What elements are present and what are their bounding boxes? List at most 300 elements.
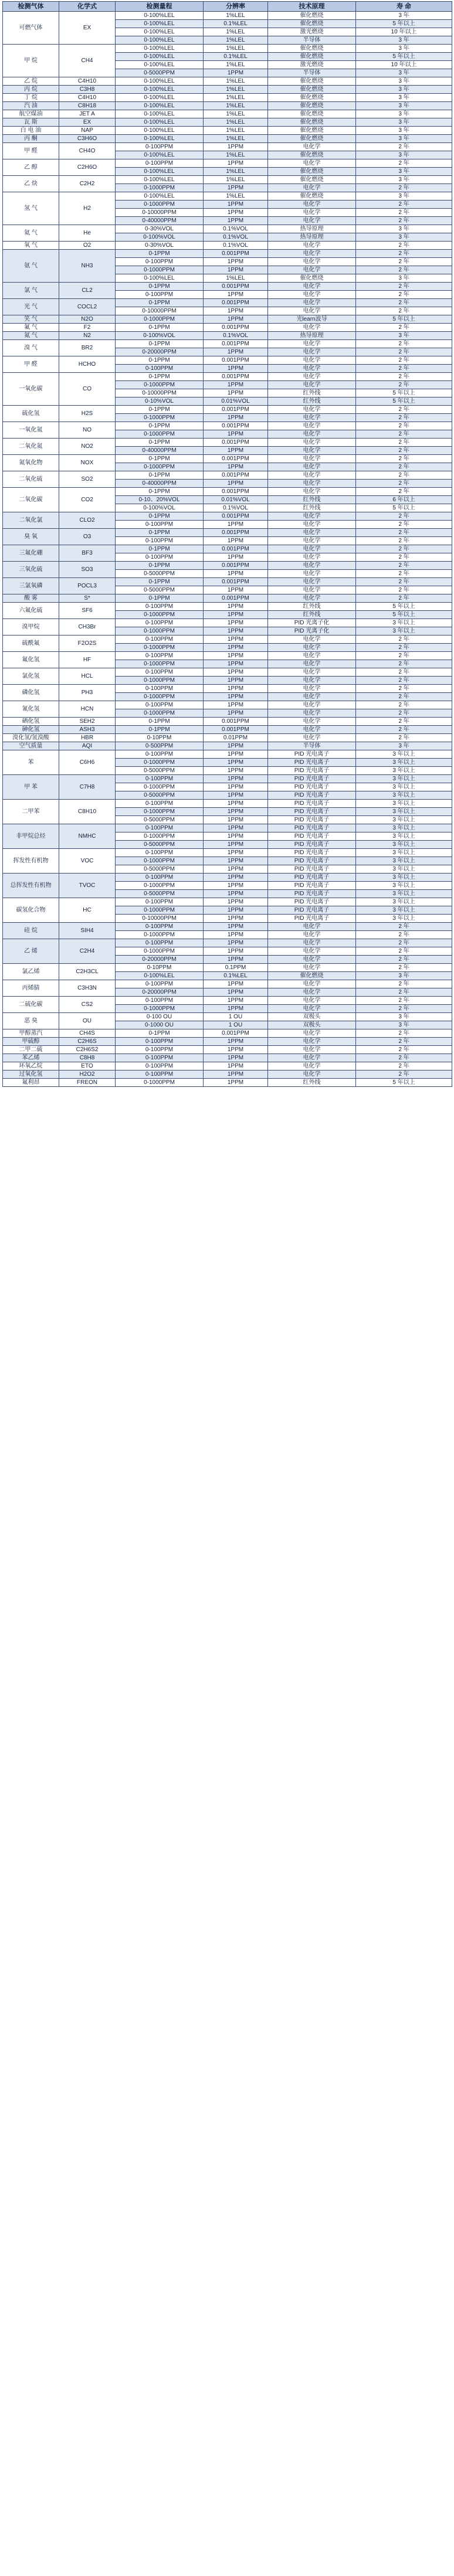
table-body (3, 12, 452, 1087)
cell-resolution: 1PPM (204, 980, 268, 988)
cell-resolution: 1%LEL (204, 135, 268, 143)
cell-lifetime: 2 年 (356, 521, 452, 529)
cell-lifetime: 2 年 (356, 373, 452, 381)
cell-resolution: 1PPM (204, 742, 268, 750)
cell-lifetime: 3 年以上 (356, 857, 452, 865)
cell-formula: NO2 (59, 439, 116, 455)
cell-range: 0-100%VOL (116, 233, 204, 242)
cell-gas: 二氧化碳 (3, 488, 59, 512)
cell-range: 0-10000PPM (116, 307, 204, 315)
cell-range: 0-1000PPM (116, 759, 204, 767)
table-row (3, 143, 452, 151)
cell-technology: 电化学 (268, 250, 356, 258)
cell-formula: HF (59, 652, 116, 668)
cell-lifetime: 2 年 (356, 578, 452, 586)
cell-formula: O3 (59, 529, 116, 545)
cell-lifetime: 3 年 (356, 118, 452, 127)
header-resolution: 分辨率 (204, 2, 268, 12)
cell-technology: 电化学 (268, 668, 356, 677)
cell-formula: C8H18 (59, 102, 116, 110)
cell-resolution: 1PPM (204, 1062, 268, 1070)
cell-technology: 电化学 (268, 381, 356, 389)
cell-technology: 红外线 (268, 504, 356, 512)
cell-lifetime: 5 年以上 (356, 53, 452, 61)
cell-lifetime: 2 年 (356, 537, 452, 545)
table-row (3, 562, 452, 570)
cell-lifetime: 3 年以上 (356, 874, 452, 882)
cell-range: 0-40000PPM (116, 480, 204, 488)
cell-lifetime: 3 年以上 (356, 906, 452, 915)
cell-resolution: 1PPM (204, 1005, 268, 1013)
cell-lifetime: 2 年 (356, 291, 452, 299)
cell-technology: 电化学 (268, 283, 356, 291)
cell-lifetime: 3 年以上 (356, 775, 452, 783)
cell-lifetime: 3 年 (356, 1013, 452, 1021)
cell-gas: 甲 烷 (3, 45, 59, 77)
cell-gas: 硫酰氟 (3, 635, 59, 652)
cell-resolution: 1%LEL (204, 274, 268, 283)
cell-technology: 电化学 (268, 521, 356, 529)
cell-formula: NAP (59, 127, 116, 135)
cell-resolution: 1PPM (204, 988, 268, 997)
cell-lifetime: 2 年 (356, 660, 452, 668)
cell-technology: 电化学 (268, 471, 356, 480)
cell-resolution: 1PPM (204, 537, 268, 545)
cell-technology: 电化学 (268, 594, 356, 603)
cell-formula: VOC (59, 849, 116, 874)
cell-resolution: 1PPM (204, 258, 268, 266)
cell-gas: 汽 油 (3, 102, 59, 110)
cell-technology: 电化学 (268, 159, 356, 168)
cell-resolution: 1PPM (204, 677, 268, 685)
cell-resolution: 1%LEL (204, 168, 268, 176)
table-row (3, 964, 452, 972)
cell-lifetime: 3 年 (356, 77, 452, 86)
cell-formula: C2H2 (59, 176, 116, 192)
cell-technology: 电化学 (268, 562, 356, 570)
cell-gas: 三氯氧磷 (3, 578, 59, 594)
cell-technology: PID 光电离子 (268, 882, 356, 890)
cell-technology: 电化学 (268, 997, 356, 1005)
cell-resolution: 1PPM (204, 553, 268, 562)
cell-gas: 过氧化氢 (3, 1070, 59, 1079)
cell-formula: H2O2 (59, 1070, 116, 1079)
cell-range: 0-40000PPM (116, 447, 204, 455)
cell-technology: 热导原理 (268, 225, 356, 233)
cell-range: 0-1PPM (116, 578, 204, 586)
cell-lifetime: 2 年 (356, 586, 452, 594)
cell-lifetime: 2 年 (356, 266, 452, 274)
cell-technology: 电化学 (268, 988, 356, 997)
cell-lifetime: 3 年 (356, 45, 452, 53)
table-row (3, 118, 452, 127)
cell-range: 0-100PPM (116, 824, 204, 832)
cell-range: 0-100%LEL (116, 102, 204, 110)
cell-technology: 电化学 (268, 299, 356, 307)
cell-resolution: 1PPM (204, 956, 268, 964)
cell-lifetime: 3 年以上 (356, 915, 452, 923)
table-row (3, 110, 452, 118)
header-gas: 检测气体 (3, 2, 59, 12)
cell-technology: 电化学 (268, 455, 356, 463)
cell-lifetime: 2 年 (356, 324, 452, 332)
cell-resolution: 1PPM (204, 923, 268, 931)
cell-lifetime: 3 年以上 (356, 898, 452, 906)
cell-lifetime: 2 年 (356, 471, 452, 480)
cell-resolution: 1PPM (204, 365, 268, 373)
cell-resolution: 1PPM (204, 816, 268, 824)
cell-resolution: 1PPM (204, 266, 268, 274)
cell-lifetime: 10 年以上 (356, 61, 452, 69)
cell-technology: 电化学 (268, 931, 356, 939)
cell-lifetime: 2 年 (356, 1062, 452, 1070)
cell-lifetime: 2 年 (356, 1038, 452, 1046)
cell-technology: PID 光电离子 (268, 800, 356, 808)
cell-resolution: 1%LEL (204, 176, 268, 184)
table-row (3, 824, 452, 832)
table-row (3, 750, 452, 759)
cell-gas: 氮氧化物 (3, 455, 59, 471)
cell-resolution: 0.001PPM (204, 562, 268, 570)
cell-gas: 丙烯腈 (3, 980, 59, 997)
cell-resolution: 0.01%VOL (204, 397, 268, 406)
cell-range: 0-100PPM (116, 939, 204, 947)
cell-resolution: 1%LEL (204, 192, 268, 200)
cell-gas: 硅 烷 (3, 923, 59, 939)
cell-lifetime: 10 年以上 (356, 28, 452, 36)
cell-gas: 溴化氢/氢溴酸 (3, 734, 59, 742)
table-row (3, 242, 452, 250)
cell-resolution: 0.1%LEL (204, 972, 268, 980)
cell-technology: 电化学 (268, 340, 356, 348)
cell-lifetime: 5 年以上 (356, 504, 452, 512)
cell-formula: CS2 (59, 997, 116, 1013)
cell-lifetime: 2 年 (356, 635, 452, 644)
cell-technology: 红外线 (268, 397, 356, 406)
cell-resolution: 0.001PPM (204, 299, 268, 307)
table-row (3, 283, 452, 291)
cell-lifetime: 2 年 (356, 1005, 452, 1013)
cell-resolution: 1%LEL (204, 102, 268, 110)
cell-range: 0-100PPM (116, 159, 204, 168)
cell-lifetime: 3 年以上 (356, 824, 452, 832)
cell-resolution: 0.01%VOL (204, 496, 268, 504)
cell-formula: C3H8 (59, 86, 116, 94)
cell-range: 0-1000PPM (116, 783, 204, 791)
cell-technology: 催化燃烧 (268, 135, 356, 143)
table-row (3, 176, 452, 184)
cell-technology: PID 光电离子 (268, 759, 356, 767)
table-row (3, 512, 452, 521)
cell-formula: ETO (59, 1062, 116, 1070)
table-row (3, 685, 452, 693)
cell-range: 0-100%VOL (116, 504, 204, 512)
cell-technology: 催化燃烧 (268, 118, 356, 127)
cell-lifetime: 2 年 (356, 980, 452, 988)
table-row (3, 1046, 452, 1054)
cell-lifetime: 3 年 (356, 110, 452, 118)
cell-technology: 电化学 (268, 701, 356, 709)
cell-technology: PID 光离子化 (268, 619, 356, 627)
cell-resolution: 1PPM (204, 890, 268, 898)
table-row (3, 668, 452, 677)
table-row (3, 471, 452, 480)
cell-technology: 电化学 (268, 553, 356, 562)
cell-range: 0-5000PPM (116, 816, 204, 824)
cell-resolution: 1PPM (204, 619, 268, 627)
cell-technology: 电化学 (268, 365, 356, 373)
cell-technology: PID 光电离子 (268, 898, 356, 906)
cell-lifetime: 3 年以上 (356, 800, 452, 808)
cell-technology: 电化学 (268, 947, 356, 956)
cell-gas: 环氧乙烷 (3, 1062, 59, 1070)
cell-range: 0-1000PPM (116, 266, 204, 274)
cell-lifetime: 2 年 (356, 685, 452, 693)
gas-detection-spec-sheet (0, 1, 454, 1087)
cell-lifetime: 2 年 (356, 529, 452, 537)
cell-lifetime: 5 年以上 (356, 315, 452, 324)
table-row (3, 135, 452, 143)
cell-gas: 氮 气 (3, 332, 59, 340)
cell-resolution: 1%LEL (204, 94, 268, 102)
cell-resolution: 1PPM (204, 611, 268, 619)
gas-spec-table (2, 1, 452, 1087)
cell-technology: 电化学 (268, 439, 356, 447)
cell-resolution: 1PPM (204, 1046, 268, 1054)
cell-resolution: 1PPM (204, 882, 268, 890)
cell-technology: PID 光离子化 (268, 627, 356, 635)
cell-gas: 甲 苯 (3, 775, 59, 800)
cell-range: 0-100%LEL (116, 45, 204, 53)
cell-range: 0-100PPM (116, 1054, 204, 1062)
cell-lifetime: 2 年 (356, 570, 452, 578)
cell-technology: 电化学 (268, 685, 356, 693)
cell-resolution: 0.1PPM (204, 964, 268, 972)
cell-formula: CO (59, 373, 116, 406)
cell-resolution: 1PPM (204, 775, 268, 783)
cell-lifetime: 2 年 (356, 964, 452, 972)
cell-lifetime: 2 年 (356, 512, 452, 521)
cell-gas: 总挥发性有机物 (3, 874, 59, 898)
cell-range: 0-1PPM (116, 439, 204, 447)
cell-technology: PID 光电离子 (268, 775, 356, 783)
cell-formula: CH4 (59, 45, 116, 77)
cell-lifetime: 2 年 (356, 668, 452, 677)
cell-range: 0-1PPM (116, 471, 204, 480)
cell-technology: 电化学 (268, 512, 356, 521)
cell-range: 0-1000PPM (116, 808, 204, 816)
cell-technology: 催化燃烧 (268, 94, 356, 102)
cell-range: 0-1000PPM (116, 200, 204, 209)
cell-lifetime: 2 年 (356, 553, 452, 562)
table-row (3, 800, 452, 808)
cell-range: 0-40000PPM (116, 217, 204, 225)
table-row (3, 635, 452, 644)
cell-resolution: 1PPM (204, 841, 268, 849)
cell-lifetime: 2 年 (356, 1054, 452, 1062)
cell-range: 0-10000PPM (116, 389, 204, 397)
cell-technology: 红外线 (268, 611, 356, 619)
cell-range: 0-1PPM (116, 283, 204, 291)
cell-resolution: 1PPM (204, 1079, 268, 1087)
cell-resolution: 0.1%LEL (204, 20, 268, 28)
cell-resolution: 1PPM (204, 931, 268, 939)
table-row (3, 578, 452, 586)
cell-technology: 电化学 (268, 726, 356, 734)
table-row (3, 77, 452, 86)
cell-gas: 苯乙烯 (3, 1054, 59, 1062)
cell-range: 0-1000PPM (116, 677, 204, 685)
cell-lifetime: 2 年 (356, 258, 452, 266)
table-row (3, 849, 452, 857)
cell-lifetime: 2 年 (356, 931, 452, 939)
table-row (3, 86, 452, 94)
cell-technology: 电化学 (268, 980, 356, 988)
cell-range: 0-100%LEL (116, 168, 204, 176)
cell-technology: 电化学 (268, 652, 356, 660)
table-row (3, 1054, 452, 1062)
table-row (3, 159, 452, 168)
cell-resolution: 0.001PPM (204, 356, 268, 365)
table-row (3, 332, 452, 340)
cell-technology: 电化学 (268, 660, 356, 668)
header-lifetime: 寿 命 (356, 2, 452, 12)
cell-range: 0-5000PPM (116, 69, 204, 77)
cell-technology: 催化燃烧 (268, 45, 356, 53)
cell-technology: PID 光电离子 (268, 841, 356, 849)
cell-formula: C6H6 (59, 750, 116, 775)
cell-lifetime: 3 年 (356, 192, 452, 200)
header-formula: 化学式 (59, 2, 116, 12)
cell-gas: 一氧化碳 (3, 373, 59, 406)
cell-resolution: 1PPM (204, 832, 268, 841)
cell-technology: 电化学 (268, 266, 356, 274)
cell-range: 0-100PPM (116, 537, 204, 545)
cell-resolution: 0.001PPM (204, 422, 268, 430)
cell-technology: 电化学 (268, 307, 356, 315)
table-row (3, 726, 452, 734)
cell-formula: C8H8 (59, 1054, 116, 1062)
cell-technology: 红外线 (268, 389, 356, 397)
cell-formula: HC (59, 898, 116, 923)
cell-formula: ASH3 (59, 726, 116, 734)
cell-range: 0-1PPM (116, 324, 204, 332)
cell-gas: 氧 气 (3, 242, 59, 250)
cell-technology: PID 光电离子 (268, 824, 356, 832)
table-row (3, 874, 452, 882)
cell-range: 0-100 OU (116, 1013, 204, 1021)
cell-lifetime: 3 年以上 (356, 627, 452, 635)
cell-resolution: 1PPM (204, 159, 268, 168)
cell-formula: BR2 (59, 340, 116, 356)
cell-range: 0-5000PPM (116, 890, 204, 898)
table-row (3, 939, 452, 947)
cell-lifetime: 2 年 (356, 307, 452, 315)
cell-lifetime: 2 年 (356, 594, 452, 603)
cell-formula: C3H3N (59, 980, 116, 997)
cell-gas: 溴甲烷 (3, 619, 59, 635)
cell-resolution: 0.001PPM (204, 340, 268, 348)
cell-gas: 磷化氢 (3, 685, 59, 701)
cell-resolution: 1%LEL (204, 45, 268, 53)
cell-formula: C2H6S (59, 1038, 116, 1046)
cell-resolution: 0.001PPM (204, 439, 268, 447)
cell-range: 0-30%VOL (116, 225, 204, 233)
cell-resolution: 0.001PPM (204, 455, 268, 463)
cell-range: 0-100PPM (116, 997, 204, 1005)
cell-lifetime: 3 年 (356, 1021, 452, 1029)
cell-lifetime: 3 年以上 (356, 865, 452, 874)
cell-resolution: 1PPM (204, 209, 268, 217)
cell-range: 0-1PPM (116, 299, 204, 307)
cell-formula: C2H6S2 (59, 1046, 116, 1054)
cell-formula: F2 (59, 324, 116, 332)
table-row (3, 373, 452, 381)
cell-technology: PID 光电离子 (268, 849, 356, 857)
cell-lifetime: 2 年 (356, 1029, 452, 1038)
cell-resolution: 0.001PPM (204, 250, 268, 258)
cell-technology: PID 光电离子 (268, 750, 356, 759)
cell-resolution: 0.001PPM (204, 529, 268, 537)
table-row (3, 1070, 452, 1079)
cell-lifetime: 3 年以上 (356, 832, 452, 841)
cell-gas: 溴 气 (3, 340, 59, 356)
table-row (3, 718, 452, 726)
cell-lifetime: 2 年 (356, 939, 452, 947)
cell-gas: 非甲烷总烃 (3, 824, 59, 849)
cell-technology: 催化燃烧 (268, 151, 356, 159)
cell-gas: 甲 醛 (3, 143, 59, 159)
cell-gas: 丁 烷 (3, 94, 59, 102)
cell-gas: 氯 气 (3, 283, 59, 299)
cell-technology: 热导原理 (268, 233, 356, 242)
cell-resolution: 0.001PPM (204, 512, 268, 521)
cell-gas: 氦 气 (3, 225, 59, 242)
table-row (3, 1079, 452, 1087)
cell-gas: 空气质量 (3, 742, 59, 750)
cell-resolution: 1PPM (204, 200, 268, 209)
cell-gas: 丙 烷 (3, 86, 59, 94)
cell-range: 0-1000PPM (116, 693, 204, 701)
table-row (3, 1013, 452, 1021)
cell-gas: 二甲苯 (3, 800, 59, 824)
cell-lifetime: 2 年 (356, 340, 452, 348)
cell-lifetime: 3 年以上 (356, 841, 452, 849)
cell-range: 0-100%LEL (116, 86, 204, 94)
cell-lifetime: 2 年 (356, 693, 452, 701)
cell-gas: 一氧化氮 (3, 422, 59, 439)
cell-lifetime: 2 年 (356, 488, 452, 496)
cell-range: 0-20000PPM (116, 348, 204, 356)
cell-range: 0-100PPM (116, 685, 204, 693)
cell-technology: 电化学 (268, 447, 356, 455)
cell-technology: 催化燃烧 (268, 274, 356, 283)
cell-technology: 电化学 (268, 1070, 356, 1079)
cell-technology: 电化学 (268, 1046, 356, 1054)
cell-resolution: 1%LEL (204, 151, 268, 159)
cell-formula: C4H10 (59, 77, 116, 86)
cell-resolution: 0.001PPM (204, 578, 268, 586)
cell-technology: PID 光电离子 (268, 832, 356, 841)
cell-technology: 电化学 (268, 242, 356, 250)
cell-technology: 电化学 (268, 422, 356, 430)
cell-formula: S* (59, 594, 116, 603)
cell-technology: PID 光电离子 (268, 890, 356, 898)
cell-lifetime: 2 年 (356, 447, 452, 455)
cell-lifetime: 2 年 (356, 562, 452, 570)
cell-lifetime: 2 年 (356, 455, 452, 463)
cell-technology: 电化学 (268, 578, 356, 586)
